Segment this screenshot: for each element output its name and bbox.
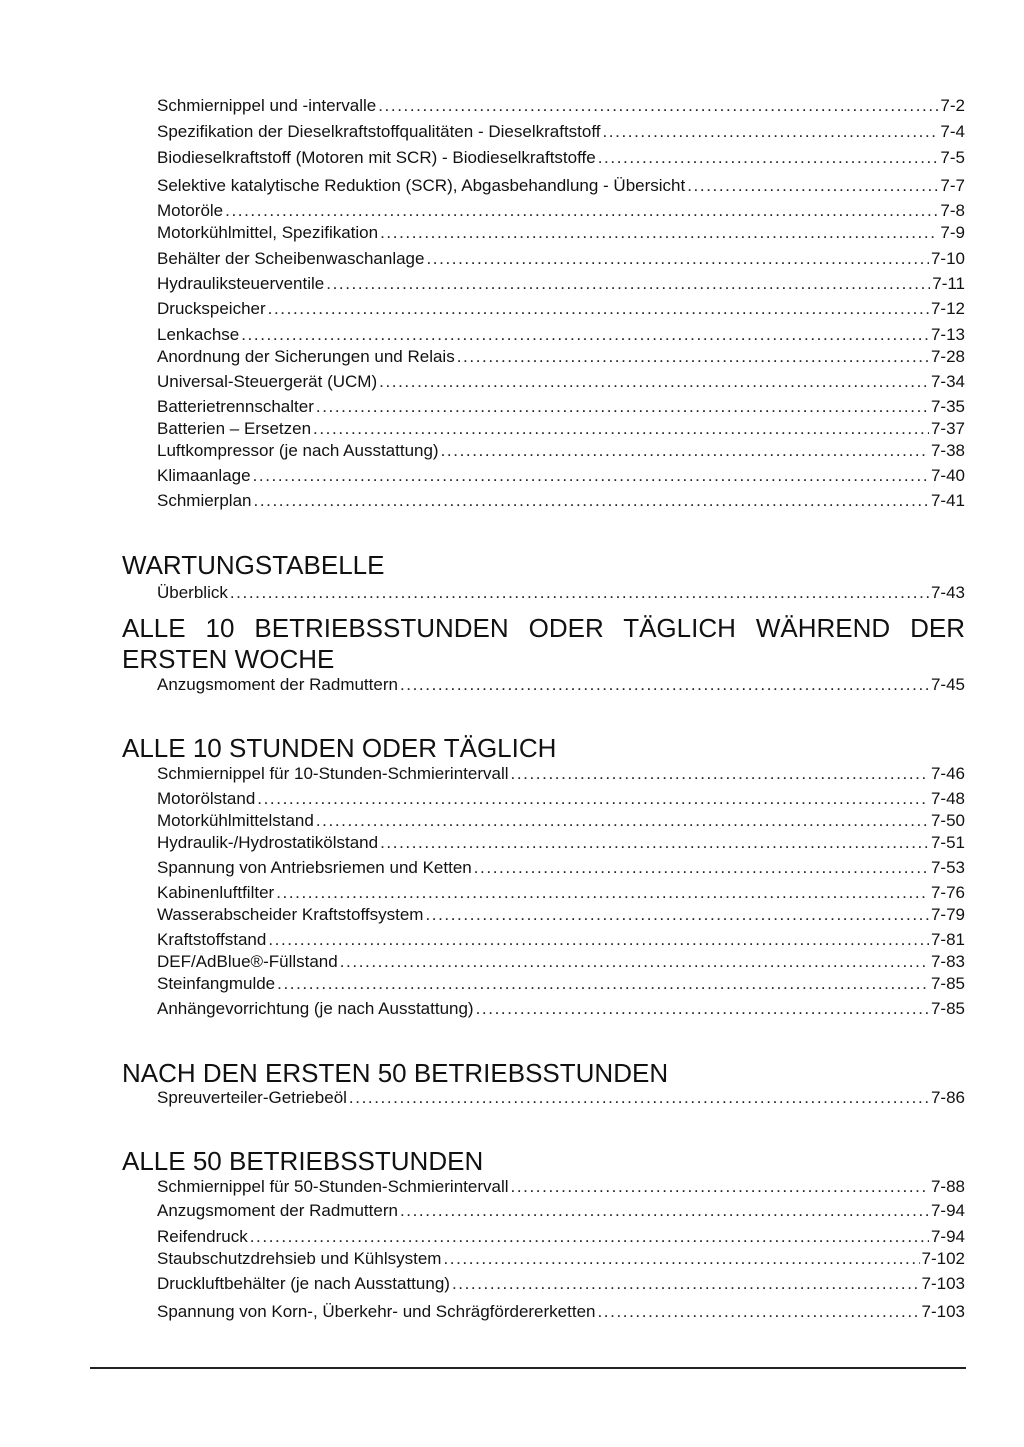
- toc-entry[interactable]: [157, 222, 965, 244]
- toc-entry-title: Hydraulik-/Hydrostatikölstand: [157, 833, 379, 852]
- toc-entry[interactable]: [157, 396, 965, 418]
- toc-entry-page: 7-37: [930, 419, 965, 438]
- toc-entry-page: 7-34: [930, 372, 965, 391]
- toc-entry-page: 7-38: [930, 441, 965, 460]
- toc-entry[interactable]: [157, 929, 965, 951]
- toc-entry[interactable]: [157, 1301, 965, 1323]
- dot-leader: [441, 440, 929, 462]
- section-heading: NACH DEN ERSTEN 50 BETRIEBSSTUNDEN: [122, 1058, 669, 1088]
- toc-entry-title: Biodieselkraftstoff (Motoren mit SCR) - Biodieselkraftstoffe: [157, 148, 596, 167]
- toc-entry-page: 7-13: [930, 325, 965, 344]
- toc-entry-page: 7-35: [930, 397, 965, 416]
- toc-entry-title: Anordnung der Sicherungen und Relais: [157, 347, 455, 366]
- section-heading: ALLE 10 BETRIEBSSTUNDEN ODER TÄGLICH WÄHREND DER ERSTEN WOCHE: [122, 613, 965, 674]
- footer-divider: [90, 1367, 966, 1369]
- dot-leader: [316, 810, 929, 832]
- toc-entry-page: 7-83: [930, 952, 965, 971]
- toc-entry-page: 7-85: [930, 974, 965, 993]
- toc-entry[interactable]: [157, 951, 965, 973]
- toc-entry-page: 7-102: [921, 1249, 965, 1268]
- toc-entry[interactable]: [157, 490, 965, 512]
- dot-leader: [380, 222, 938, 244]
- toc-entry[interactable]: [157, 324, 965, 346]
- toc-entry-title: Spezifikation der Dieselkraftstoffqualitäten - Dieselkraftstoff: [157, 122, 601, 141]
- dot-leader: [476, 998, 929, 1020]
- dot-leader: [326, 273, 930, 295]
- toc-entry[interactable]: [157, 1248, 965, 1270]
- toc-entry[interactable]: [157, 121, 965, 143]
- toc-entry-title: Batterien – Ersetzen: [157, 419, 312, 438]
- toc-entry-title: Klimaanlage: [157, 466, 251, 485]
- toc-entry-title: Motorkühlmittelstand: [157, 811, 314, 830]
- toc-entry[interactable]: [157, 1273, 965, 1295]
- toc-entry-title: Motorölstand: [157, 789, 256, 808]
- dot-leader: [380, 832, 929, 854]
- toc-entry[interactable]: [157, 346, 965, 368]
- toc-entry[interactable]: [157, 273, 965, 295]
- dot-leader: [425, 904, 929, 926]
- toc-entry-page: 7-41: [930, 491, 965, 510]
- toc-entry-page: 7-48: [930, 789, 965, 808]
- toc-entry-page: 7-28: [930, 347, 965, 366]
- toc-entry-page: 7-53: [930, 858, 965, 877]
- toc-entry[interactable]: [157, 371, 965, 393]
- toc-entry-title: Schmiernippel und -intervalle: [157, 96, 377, 115]
- toc-entry-title: Lenkachse: [157, 325, 240, 344]
- toc-entry[interactable]: [157, 465, 965, 487]
- toc-entry[interactable]: [157, 973, 965, 995]
- toc-entry-page: 7-50: [930, 811, 965, 830]
- dot-leader: [268, 929, 929, 951]
- toc-entry[interactable]: [157, 1226, 965, 1248]
- toc-entry-page: 7-86: [930, 1088, 965, 1107]
- dot-leader: [241, 324, 929, 346]
- dot-leader: [452, 1273, 920, 1295]
- toc-entry-title: Motorkühlmittel, Spezifikation: [157, 223, 379, 242]
- toc-entry-page: 7-7: [940, 176, 965, 195]
- toc-entry[interactable]: [157, 1087, 965, 1109]
- toc-entry-page: 7-45: [930, 675, 965, 694]
- toc-entry[interactable]: [157, 440, 965, 462]
- dot-leader: [316, 396, 929, 418]
- toc-entry-page: 7-8: [940, 201, 965, 220]
- toc-entry[interactable]: [157, 674, 965, 696]
- toc-entry-title: Kraftstoffstand: [157, 930, 267, 949]
- toc-entry[interactable]: [157, 175, 965, 197]
- dot-leader: [349, 1087, 929, 1109]
- toc-entry-title: Luftkompressor (je nach Ausstattung): [157, 441, 439, 460]
- dot-leader: [511, 1176, 929, 1198]
- toc-entry[interactable]: [157, 832, 965, 854]
- dot-leader: [378, 95, 938, 117]
- toc-entry-page: 7-85: [930, 999, 965, 1018]
- toc-entry-title: Druckspeicher: [157, 299, 266, 318]
- dot-leader: [313, 418, 929, 440]
- toc-entry-title: Schmierplan: [157, 491, 252, 510]
- toc-entry-title: Schmiernippel für 50-Stunden-Schmierintervall: [157, 1177, 509, 1196]
- toc-entry[interactable]: [157, 200, 965, 222]
- toc-entry[interactable]: [157, 810, 965, 832]
- section-heading: ALLE 10 STUNDEN ODER TÄGLICH: [122, 733, 557, 763]
- toc-entry[interactable]: [157, 882, 965, 904]
- toc-entry-page: 7-4: [940, 122, 965, 141]
- toc-entry-page: 7-11: [932, 274, 965, 293]
- section-heading: WARTUNGSTABELLE: [122, 550, 385, 580]
- toc-entry[interactable]: [157, 298, 965, 320]
- toc-entry[interactable]: [157, 1176, 965, 1198]
- toc-entry[interactable]: [157, 763, 965, 785]
- toc-entry[interactable]: [157, 904, 965, 926]
- dot-leader: [257, 788, 929, 810]
- toc-entry-title: Schmiernippel für 10-Stunden-Schmierintervall: [157, 764, 509, 783]
- dot-leader: [340, 951, 929, 973]
- toc-entry-title: Hydrauliksteuerventile: [157, 274, 325, 293]
- toc-entry-title: Batterietrennschalter: [157, 397, 314, 416]
- dot-leader: [597, 1301, 919, 1323]
- toc-entry-page: 7-9: [940, 223, 965, 242]
- toc-entry-page: 7-12: [930, 299, 965, 318]
- toc-entry-page: 7-88: [930, 1177, 965, 1196]
- toc-entry-page: 7-94: [930, 1201, 965, 1220]
- dot-leader: [225, 200, 938, 222]
- toc-entry[interactable]: [157, 857, 965, 879]
- toc-entry-page: 7-79: [930, 905, 965, 924]
- toc-entry[interactable]: [157, 788, 965, 810]
- dot-leader: [400, 674, 929, 696]
- dot-leader: [443, 1248, 919, 1270]
- toc-entry-title: Spannung von Korn-, Überkehr- und Schrägfördererketten: [157, 1302, 596, 1321]
- section-heading: ALLE 50 BETRIEBSSTUNDEN: [122, 1146, 484, 1176]
- toc-entry-page: 7-2: [940, 96, 965, 115]
- toc-entry-title: Staubschutzdrehsieb und Kühlsystem: [157, 1249, 442, 1268]
- dot-leader: [474, 857, 929, 879]
- toc-entry-title: Überblick: [157, 583, 228, 602]
- dot-leader: [687, 175, 938, 197]
- dot-leader: [457, 346, 929, 368]
- dot-leader: [230, 582, 929, 604]
- toc-entry-title: Spannung von Antriebsriemen und Ketten: [157, 858, 472, 877]
- toc-entry-title: DEF/AdBlue®-Füllstand: [157, 952, 338, 971]
- dot-leader: [379, 371, 929, 393]
- toc-entry-title: Reifendruck: [157, 1227, 248, 1246]
- toc-entry-title: Kabinenluftfilter: [157, 883, 275, 902]
- toc-entry-title: Druckluftbehälter (je nach Ausstattung): [157, 1274, 450, 1293]
- toc-entry-page: 7-46: [930, 764, 965, 783]
- toc-entry-title: Behälter der Scheibenwaschanlage: [157, 249, 425, 268]
- toc-entry[interactable]: [157, 147, 965, 169]
- dot-leader: [276, 882, 929, 904]
- toc-entry-page: 7-81: [930, 930, 965, 949]
- toc-entry-title: Anhängevorrichtung (je nach Ausstattung): [157, 999, 474, 1018]
- toc-entry[interactable]: [157, 582, 965, 604]
- dot-leader: [254, 490, 929, 512]
- toc-entry-title: Selektive katalytische Reduktion (SCR), Abgasbehandlung - Übersicht: [157, 176, 686, 195]
- toc-entry[interactable]: [157, 95, 965, 117]
- toc-entry-title: Steinfangmulde: [157, 974, 276, 993]
- toc-entry-title: Spreuverteiler-Getriebeöl: [157, 1088, 347, 1107]
- toc-entry-page: 7-40: [930, 466, 965, 485]
- dot-leader: [268, 298, 929, 320]
- dot-leader: [400, 1200, 929, 1222]
- toc-entry[interactable]: [157, 248, 965, 270]
- toc-entry-page: 7-51: [930, 833, 965, 852]
- dot-leader: [250, 1226, 929, 1248]
- dot-leader: [253, 465, 929, 487]
- toc-entry-page: 7-103: [921, 1302, 965, 1321]
- toc-entry-title: Motoröle: [157, 201, 224, 220]
- dot-leader: [277, 973, 929, 995]
- toc-entry[interactable]: [157, 998, 965, 1020]
- dot-leader: [426, 248, 929, 270]
- toc-entry-page: 7-5: [940, 148, 965, 167]
- toc-entry-title: Anzugsmoment der Radmuttern: [157, 1201, 398, 1220]
- toc-entry-page: 7-10: [930, 249, 965, 268]
- toc-entry-title: Wasserabscheider Kraftstoffsystem: [157, 905, 424, 924]
- toc-entry-title: Universal-Steuergerät (UCM): [157, 372, 378, 391]
- toc-entry-page: 7-103: [921, 1274, 965, 1293]
- toc-entry[interactable]: [157, 418, 965, 440]
- dot-leader: [511, 763, 929, 785]
- toc-entry-page: 7-43: [930, 583, 965, 602]
- dot-leader: [598, 147, 939, 169]
- toc-entry-page: 7-76: [930, 883, 965, 902]
- toc-entry[interactable]: [157, 1200, 965, 1222]
- toc-entry-page: 7-94: [930, 1227, 965, 1246]
- toc-entry-title: Anzugsmoment der Radmuttern: [157, 675, 398, 694]
- dot-leader: [602, 121, 938, 143]
